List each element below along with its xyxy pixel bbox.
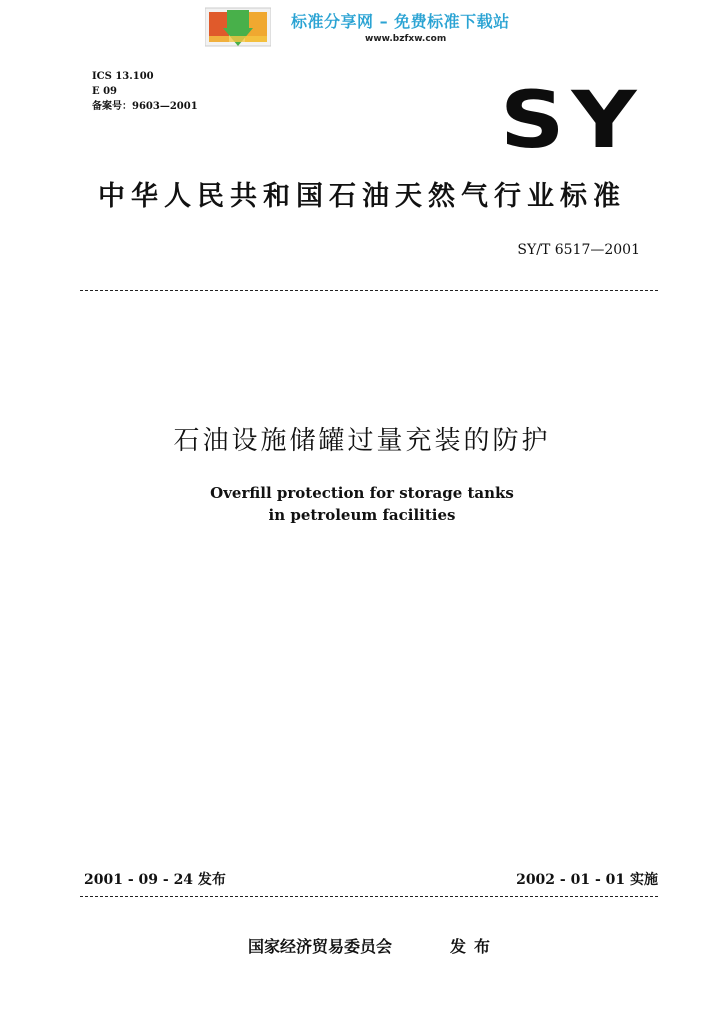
implementation-date: 2002 - 01 - 01 实施	[516, 872, 658, 888]
classification-codes	[92, 69, 198, 114]
standard-title: 中华人民共和国石油天然气行业标准	[98, 181, 626, 212]
watermark-banner	[205, 6, 530, 48]
sy-logo: SY	[500, 76, 644, 166]
document-title-en-line1: Overfill protection for storage tanks	[210, 484, 514, 502]
footer-divider	[80, 896, 658, 897]
ics-code: ICS 13.100	[92, 71, 154, 82]
download-icon	[205, 6, 271, 48]
publisher-name: 国家经济贸易委员会	[248, 937, 393, 956]
ccs-code: E 09	[92, 86, 118, 97]
header-divider	[80, 290, 658, 291]
document-title-en-line2: in petroleum facilities	[268, 506, 456, 524]
standard-number: SY/T 6517—2001	[517, 242, 640, 258]
watermark-title: 标准分享网 – 免费标准下载站	[291, 12, 510, 31]
publish-label: 发布	[450, 937, 499, 956]
watermark-url: www.bzfxw.com	[365, 34, 447, 44]
record-number: 备案号：9603—2001	[92, 101, 198, 112]
issue-date: 2001 - 09 - 24 发布	[84, 872, 226, 888]
document-title-en	[0, 482, 724, 526]
document-title-cn: 石油设施储罐过量充装的防护	[173, 426, 551, 456]
